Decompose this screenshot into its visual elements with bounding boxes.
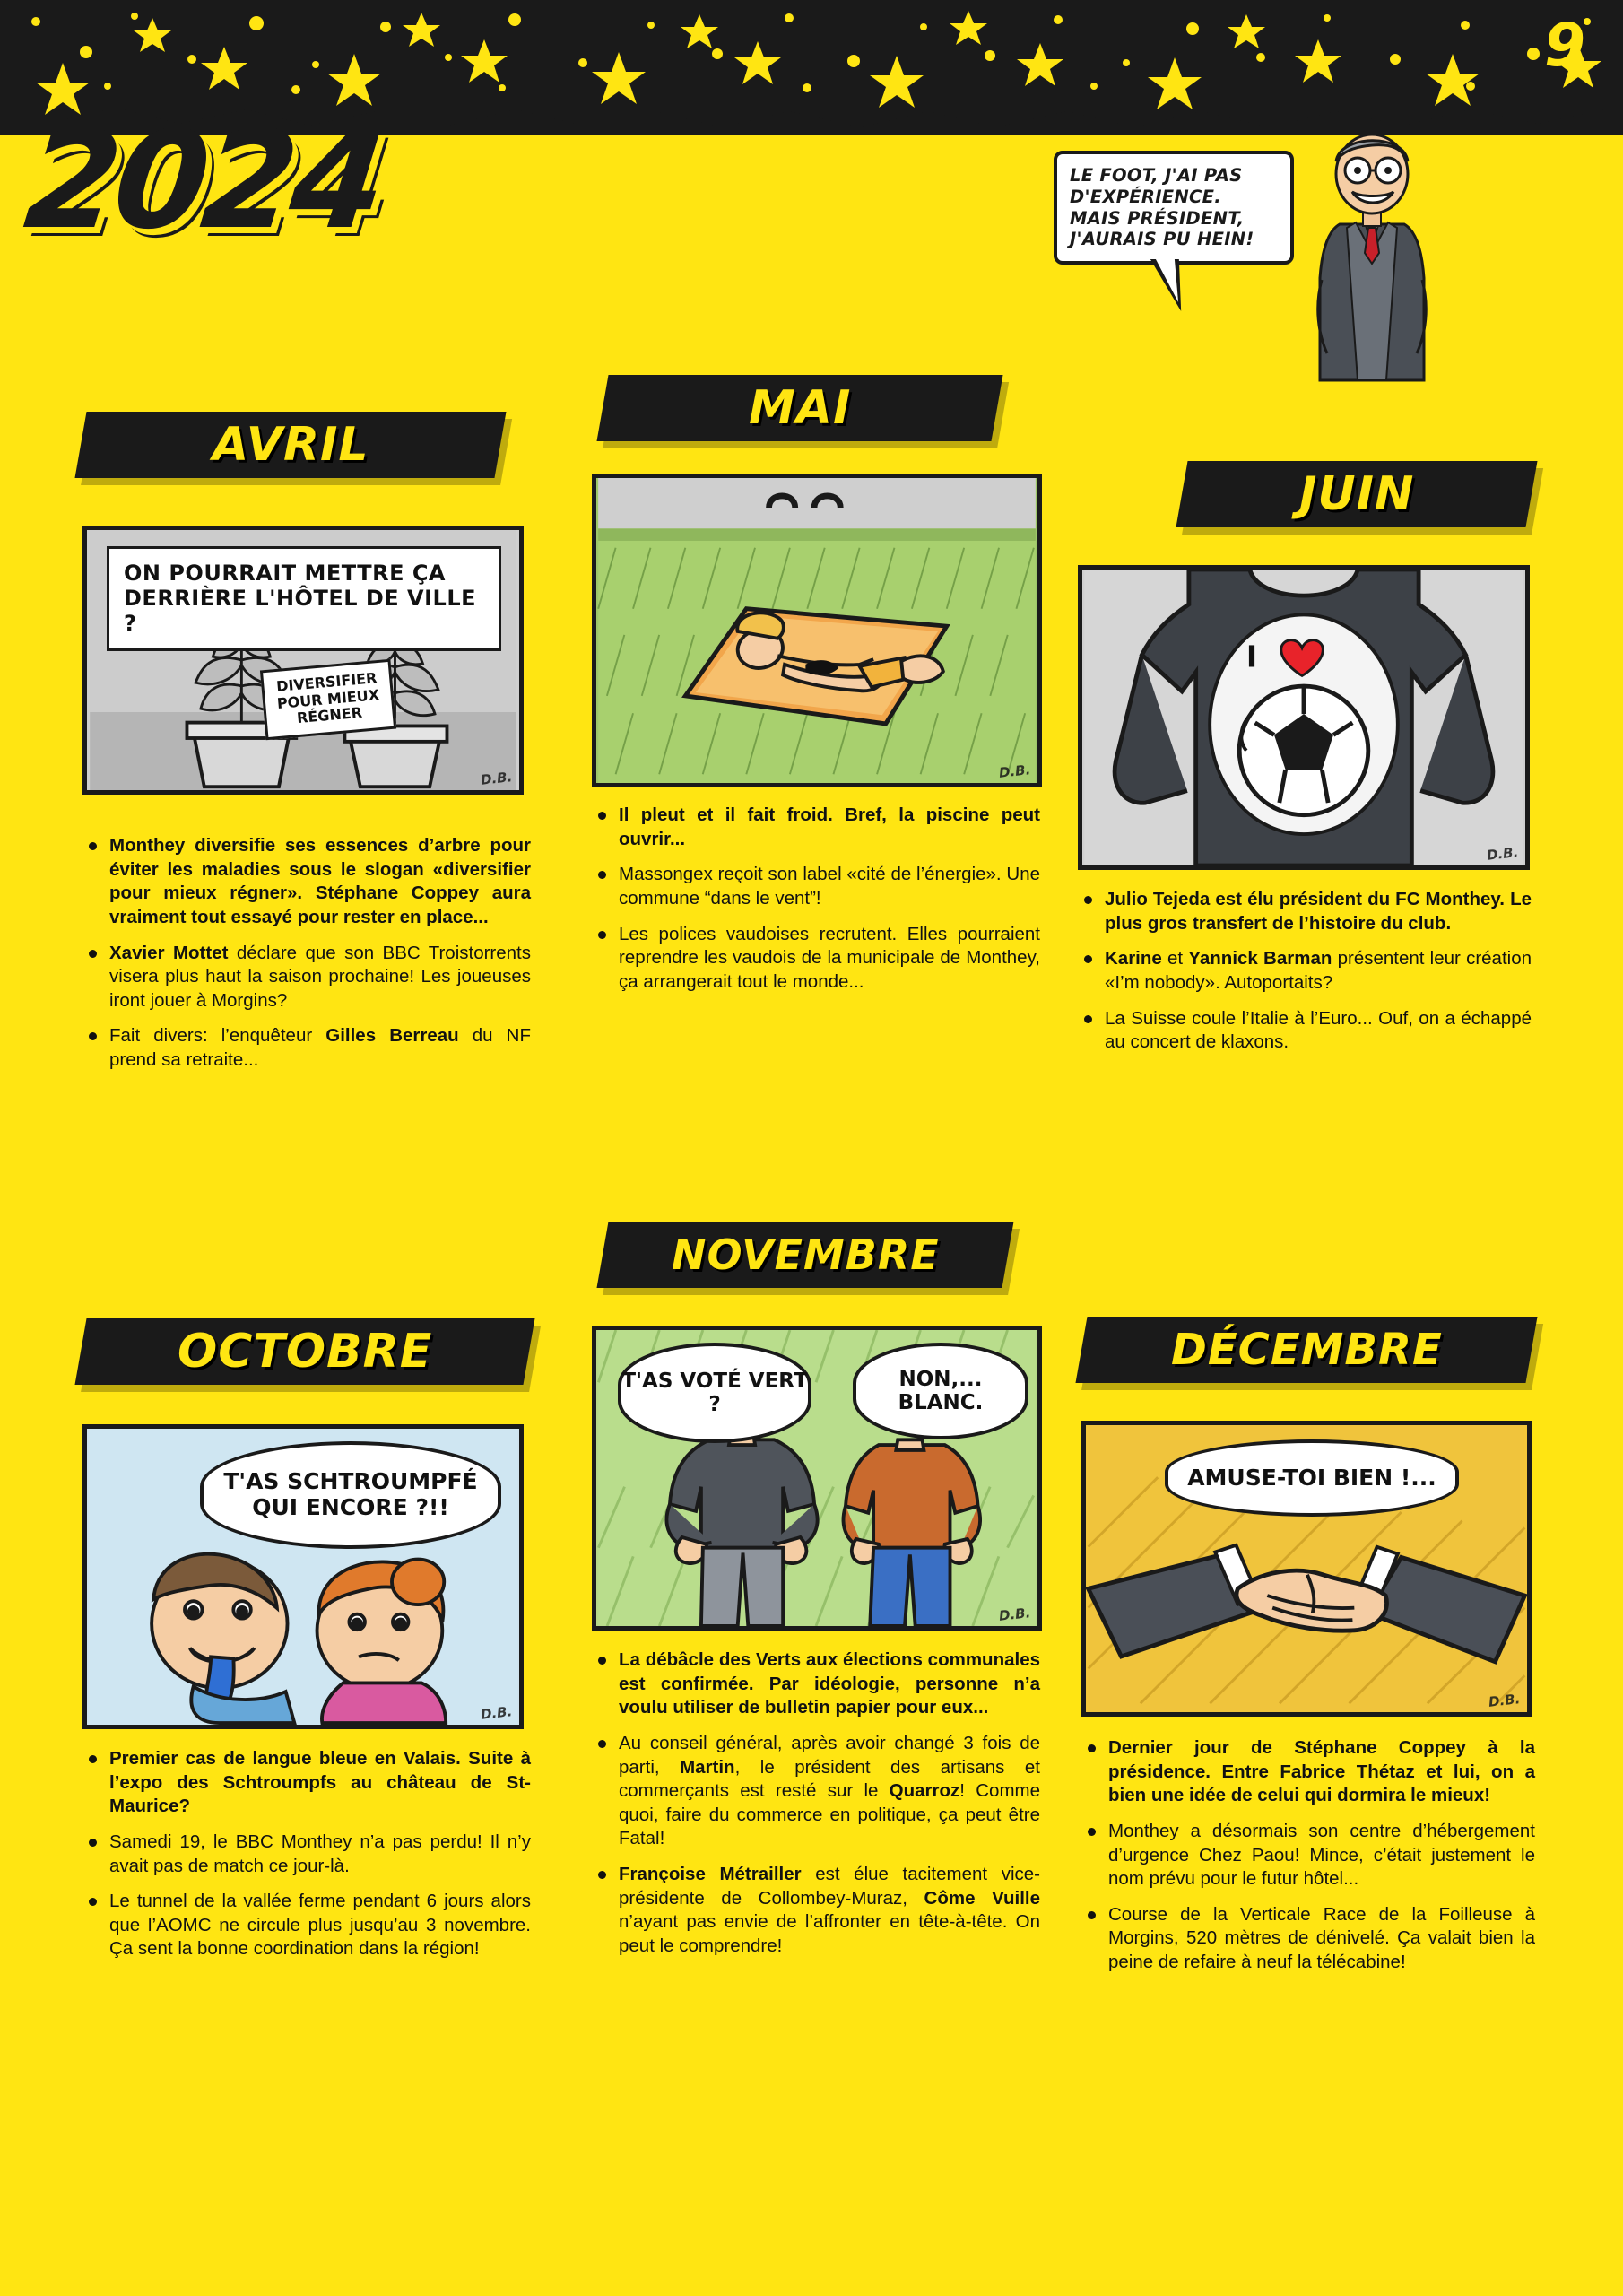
news-list-mai — [592, 804, 1040, 994]
list-item: Les polices vaudoises recrutent. Elles pourraient reprendre les vaudois de la municipale de Monthey, ça arrangerait tout le monde... — [592, 923, 1040, 995]
comic-panel-avril — [82, 526, 524, 795]
list-item: Samedi 19, le BBC Monthey n’a pas perdu! Il n’y avait pas de match ce jour-là. — [82, 1831, 531, 1878]
comic-speech-octobre: T'AS SCHTROUMPFÉ QUI ENCORE ?!! — [200, 1441, 501, 1549]
news-column-novembre — [592, 1648, 1040, 1970]
list-item: Fait divers: l’enquêteur Gilles Berreau du NF prend sa retraite... — [82, 1024, 531, 1072]
news-column-mai — [592, 804, 1040, 1005]
list-item: Dernier jour de Stéphane Coppey à la présidence. Entre Fabrice Thétaz et lui, on a bien une idée de celui qui dormira le mieux! — [1081, 1736, 1535, 1808]
list-item: La Suisse coule l’Italie à l’Euro... Ouf, on a échappé au concert de klaxons. — [1078, 1007, 1532, 1055]
news-list-decembre — [1081, 1736, 1535, 1975]
list-item: Premier cas de langue bleue en Valais. Suite à l’expo des Schtroumpfs au château de St-Maurice? — [82, 1747, 531, 1819]
list-item: Le tunnel de la vallée ferme pendant 6 jours alors que l’AOMC ne circule plus jusqu’au 3 novembre. Ça sent la bonne coordination dans la région! — [82, 1890, 531, 1961]
news-column-juin — [1078, 888, 1532, 1066]
comic-panel-mai — [592, 474, 1042, 787]
month-label-mai: MAI — [748, 381, 852, 435]
comic-speech-novembre-left: T'AS VOTÉ VERT ? — [618, 1343, 812, 1443]
list-item: Karine et Yannick Barman présentent leur création «I’m nobody». Autoportaits? — [1078, 947, 1532, 995]
month-label-avril: AVRIL — [212, 418, 369, 472]
svg-text:I: I — [1245, 639, 1258, 674]
news-list-novembre — [592, 1648, 1040, 1959]
news-column-decembre — [1081, 1736, 1535, 1987]
list-item: Massongex reçoit son label «cité de l’énergie». Une commune “dans le vent”! — [592, 863, 1040, 910]
comic-panel-juin — [1078, 565, 1530, 870]
news-list-avril — [82, 834, 531, 1073]
intro-speech-bubble: LE FOOT, J'AI PAS D'EXPÉRIENCE. MAIS PRÉSIDENT, J'AURAIS PU HEIN! — [1054, 151, 1294, 265]
news-column-octobre — [82, 1747, 531, 1973]
news-column-avril — [82, 834, 531, 1084]
artist-signature-novembre: D.B. — [997, 1605, 1031, 1624]
month-label-novembre: NOVEMBRE — [671, 1231, 940, 1279]
artist-signature-juin: D.B. — [1485, 844, 1519, 864]
list-item: Il pleut et il fait froid. Bref, la piscine peut ouvrir... — [592, 804, 1040, 851]
comic-panel-octobre — [82, 1424, 524, 1729]
news-list-octobre — [82, 1747, 531, 1961]
month-label-juin: JUIN — [1298, 467, 1415, 521]
comic-speech-novembre-right: NON,... BLANC. — [853, 1343, 1028, 1439]
comic-panel-novembre — [592, 1326, 1042, 1631]
comic-caption-avril: ON POURRAIT METTRE ÇA DERRIÈRE L'HÔTEL DE VILLE ? — [107, 546, 501, 651]
page-title: 2024 — [18, 103, 388, 259]
month-label-decembre: DÉCEMBRE — [1170, 1325, 1443, 1375]
list-item: Xavier Mottet déclare que son BBC Troistorrents visera plus haut la saison prochaine! Les joueuses iront jouer à Morgins? — [82, 942, 531, 1013]
month-banner-novembre — [596, 1222, 1013, 1288]
artist-signature-mai: D.B. — [997, 761, 1031, 781]
artist-signature-avril: D.B. — [479, 769, 513, 788]
list-item: La débâcle des Verts aux élections communales est confirmée. Par idéologie, personne n’a voulu utiliser de bulletin papier pour eux... — [592, 1648, 1040, 1720]
list-item: Julio Tejeda est élu président du FC Monthey. Le plus gros transfert de l’histoire du club. — [1078, 888, 1532, 935]
artist-signature-octobre: D.B. — [479, 1703, 513, 1723]
comic-speech-decembre: AMUSE-TOI BIEN !... — [1165, 1439, 1459, 1517]
month-banner-mai — [596, 375, 1002, 441]
month-banner-juin — [1176, 461, 1537, 527]
page-number: 9 — [1544, 11, 1585, 80]
list-item: Françoise Métrailler est élue tacitement vice-présidente de Collombey-Muraz, Côme Vuille n’ayant pas envie de l’affronter en tête-à-tête. On peut le comprendre! — [592, 1863, 1040, 1959]
list-item: Course de la Verticale Race de la Foilleuse à Morgins, 520 mètres de dénivelé. Ça valait bien la peine de refaire à neuf la télécabine! — [1081, 1903, 1535, 1975]
month-banner-octobre — [74, 1318, 534, 1385]
comic-panel-decembre — [1081, 1421, 1532, 1717]
month-banner-decembre — [1075, 1317, 1537, 1383]
comic-sign-avril: DIVERSIFIER POUR MIEUX RÉGNER — [260, 659, 396, 740]
artist-signature-decembre: D.B. — [1487, 1691, 1521, 1710]
portrait-illustration — [1309, 118, 1435, 387]
news-list-juin — [1078, 888, 1532, 1055]
month-label-octobre: OCTOBRE — [177, 1325, 433, 1378]
list-item: Monthey a désormais son centre d’hébergement d’urgence Chez Paou! Mince, c’était justement le nom prévu pour le futur hôtel... — [1081, 1820, 1535, 1892]
month-banner-avril — [74, 412, 506, 478]
list-item: Monthey diversifie ses essences d’arbre pour éviter les maladies sous le slogan «diversifier pour mieux régner». Stéphane Coppey aura vraiment tout essayé pour rester en place... — [82, 834, 531, 930]
list-item: Au conseil général, après avoir changé 3 fois de parti, Martin, le président des artisans et commerçants est resté sur le Quarroz! Comme quoi, faire du commerce en politique, ça peut être Fatal! — [592, 1732, 1040, 1851]
